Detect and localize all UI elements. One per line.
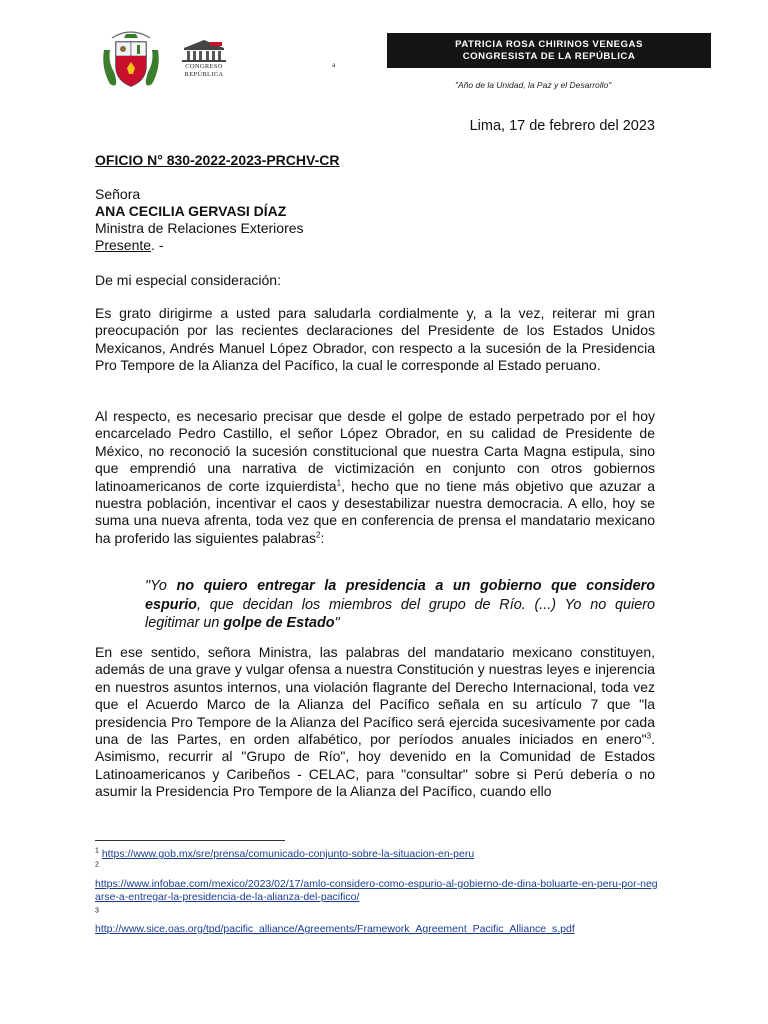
- paragraph-1: Es grato dirigirme a usted para saludarla cordialmente y, a la vez, reiterar mi gran preocupación por las recientes declaraciones del Presidente de los Estados Unidos Mexicanos, Andrés Manuel López Obrador, con respecto a la sucesión de la Presidencia Pro Tempore de la Alianza del Pacífico, la cual le corresponde al Estado peruano.: [95, 305, 655, 374]
- footnote-3-number: 3: [95, 907, 99, 915]
- footnote-2: [95, 878, 660, 904]
- year-motto: "Año de la Unidad, la Paz y el Desarrollo": [455, 80, 612, 90]
- quote-text-a: "Yo: [145, 578, 177, 594]
- paragraph-3-text-a: En ese sentido, señora Ministra, las palabras del mandatario mexicano constituyen, además de una grave y vulgar ofensa a nuestra Constitución y nuestras leyes e injerencia en nuestros asuntos internos, una violación flagrante del Derecho Internacional, toda vez que el Acuerdo Marco de la Alianza del Pacífico señala en su artículo 7 que "la presidencia Pro Tempore de la Alianza del Pacífico será ejercida sucesivamente por cada una de las Partes, en orden alfabético, por períodos anuales iniciados en enero": [95, 644, 655, 748]
- letter-date: Lima, 17 de febrero del 2023: [469, 118, 655, 134]
- paragraph-3: [95, 644, 655, 801]
- footnote-2-link[interactable]: https://www.infobae.com/mexico/2023/02/17/amlo-considero-como-espurio-al-gobierno-de-dina-boluarte-en-peru-por-negarse-a-entregar-la-presidencia-de-la-alianza-del-pacifico/: [95, 878, 658, 903]
- congresista-banner: [387, 33, 711, 68]
- oficio-number: OFICIO N° 830-2022-2023-PRCHV-CR: [95, 152, 340, 168]
- quote-text-b: , que decidan los miembros del grupo de Río. (...) Yo no quiero legitimar un: [145, 596, 655, 631]
- footnote-1-number: 1: [95, 847, 99, 855]
- footnote-ref-2: 2: [316, 530, 321, 540]
- paragraph-3-text-b: . Asimismo, recurrir al "Grupo de Río", hoy devenido en la Comunidad de Estados Latinoamericanos y Caribeños - CELAC, para "consultar" sobre si Perú debería o no asumir la Presidencia Pro Tempore de la Alianza del Pacífico, cuando ello: [95, 731, 655, 800]
- header-mark: a: [332, 63, 336, 69]
- addressee-presente: [95, 237, 304, 254]
- footnote-ref-1: 1: [336, 477, 342, 487]
- greeting: De mi especial consideración:: [95, 272, 281, 288]
- addressee-role: Ministra de Relaciones Exteriores: [95, 220, 304, 236]
- footnote-divider: [95, 840, 285, 841]
- quote-bold-b: golpe de Estado: [223, 615, 335, 631]
- peru-coat-of-arms-icon: [100, 28, 162, 92]
- footnote-3: [95, 923, 660, 936]
- footnote-1-link[interactable]: https://www.gob.mx/sre/prensa/comunicado-conjunto-sobre-la-situacion-en-peru: [101, 848, 475, 860]
- addressee-block: [95, 186, 304, 254]
- paragraph-2-text-b: , hecho que no tiene más objetivo que azuzar a nuestra población, incentivar el caos y desestabilizar nuestra democracia. A ello, hoy se suma una nueva afrenta, toda vez que en conferencia de prensa el mandatario mexicano ha proferido las siguientes palabras: [95, 477, 656, 546]
- addressee-name: ANA CECILIA GERVASI DÍAZ: [95, 203, 287, 219]
- footnote-2-number: 2: [95, 861, 99, 869]
- footnote-1: [95, 848, 660, 861]
- footnote-3-link[interactable]: http://www.sice.oas.org/tpd/pacific_alliance/Agreements/Framework_Agreement_Pacific_Alliance_s.pdf: [95, 923, 575, 935]
- paragraph-2: [95, 408, 655, 547]
- paragraph-2-text-a: Al respecto, es necesario precisar que desde el golpe de estado perpetrado por el hoy encarcelado Pedro Castillo, el señor López Obrador, en su calidad de Presidente de México, no reconoció la sucesión constitucional que nuestra Carta Magna estipula, sino que emprendió una narrativa de victimización en conjunto con otros gobiernos latinoamericanos de corte izquierdista: [95, 408, 655, 494]
- letterhead: [0, 0, 768, 110]
- addressee-salutation: Señora: [95, 186, 141, 202]
- banner-title: CONGRESISTA DE LA REPÚBLICA: [462, 50, 636, 62]
- quoted-statement: [145, 577, 655, 633]
- congreso-line2: REPÚBLICA: [184, 71, 224, 78]
- footnote-3-marker: [95, 908, 660, 921]
- quote-bold-a: no quiero entregar la presidencia a un gobierno que considero espurio: [145, 578, 655, 613]
- paragraph-2-text-c: :: [320, 529, 325, 546]
- banner-name: PATRICIA ROSA CHIRINOS VENEGAS: [455, 38, 643, 50]
- presente-word: Presente: [95, 237, 152, 253]
- footnote-ref-3: 3: [646, 731, 652, 741]
- quote-text-c: ": [334, 615, 340, 631]
- congreso-wordmark: [176, 63, 232, 79]
- footnote-2-marker: [95, 862, 660, 875]
- presente-suffix: . -: [151, 237, 164, 253]
- congreso-line1: CONGRESO: [185, 63, 223, 70]
